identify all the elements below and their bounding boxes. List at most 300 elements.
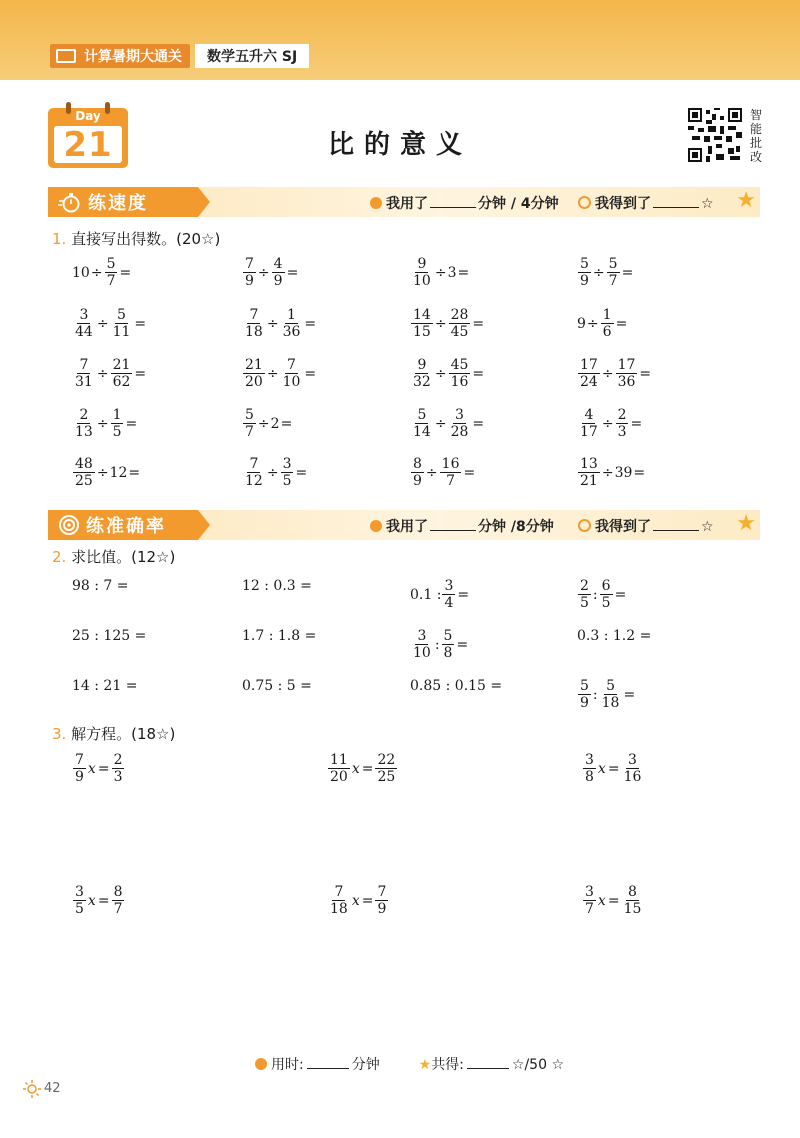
operator: ÷ bbox=[257, 264, 270, 281]
denominator: 9 bbox=[377, 901, 387, 917]
numerator: 22 bbox=[377, 752, 396, 768]
exercise-item[interactable] bbox=[72, 357, 147, 390]
operator: ÷ bbox=[434, 264, 447, 281]
operator: ÷ bbox=[601, 415, 614, 432]
exercise-item[interactable] bbox=[410, 256, 470, 289]
exercise-item[interactable] bbox=[410, 357, 485, 390]
number: 39 bbox=[614, 464, 633, 481]
section-title-accuracy: 练准确率 bbox=[86, 516, 166, 537]
denominator: 5 bbox=[282, 473, 292, 489]
operator: = bbox=[472, 415, 485, 432]
numerator: 48 bbox=[75, 456, 93, 472]
operator: = bbox=[623, 686, 636, 703]
exercise-item[interactable] bbox=[72, 456, 141, 489]
fraction bbox=[622, 884, 644, 917]
variable: x bbox=[597, 760, 606, 777]
numerator: 2 bbox=[580, 578, 589, 594]
numerator: 3 bbox=[455, 407, 464, 423]
exercise-item[interactable] bbox=[410, 578, 470, 611]
number: 3 bbox=[447, 264, 457, 281]
fraction bbox=[600, 578, 613, 611]
operator: = bbox=[97, 760, 110, 777]
exercise-item[interactable] bbox=[410, 456, 476, 489]
number: 0.3 : 1.2 = bbox=[577, 628, 652, 644]
variable: x bbox=[87, 760, 96, 777]
exercise-item[interactable] bbox=[72, 256, 132, 289]
fraction bbox=[272, 256, 285, 289]
fraction bbox=[578, 456, 600, 489]
score-blank[interactable] bbox=[653, 195, 699, 208]
clock-icon bbox=[255, 1058, 267, 1070]
clock-icon bbox=[370, 197, 382, 209]
numerator: 2 bbox=[617, 407, 627, 423]
fraction bbox=[622, 752, 644, 785]
fraction bbox=[243, 256, 256, 289]
variable: x bbox=[597, 892, 606, 909]
check-circle-icon bbox=[578, 519, 591, 532]
denominator: 9 bbox=[273, 273, 283, 289]
fraction bbox=[578, 578, 591, 611]
exercise-item[interactable] bbox=[242, 678, 312, 694]
numerator: 7 bbox=[334, 884, 344, 900]
denominator: 25 bbox=[75, 473, 93, 489]
operator: ÷ bbox=[434, 365, 447, 382]
fraction bbox=[73, 307, 95, 340]
operator: = bbox=[304, 365, 317, 382]
numerator: 7 bbox=[245, 256, 254, 272]
exercise-item[interactable] bbox=[242, 357, 317, 390]
star-icon: ★ bbox=[418, 1057, 432, 1073]
operator: = bbox=[286, 264, 299, 281]
day-number: 21 bbox=[63, 125, 113, 165]
exercise-item[interactable] bbox=[577, 456, 646, 489]
denominator: 7 bbox=[113, 901, 123, 917]
number: 0.75 : 5 = bbox=[242, 678, 312, 694]
denominator: 10 bbox=[413, 645, 431, 661]
denominator: 10 bbox=[413, 273, 431, 289]
qr-code-icon[interactable] bbox=[688, 108, 742, 162]
exercise-item[interactable] bbox=[577, 357, 652, 390]
denominator: 5 bbox=[601, 595, 611, 611]
denominator: 9 bbox=[580, 695, 589, 711]
subject-tab bbox=[195, 44, 309, 68]
denominator: 3 bbox=[113, 769, 123, 785]
fraction bbox=[281, 357, 303, 390]
total-score-blank[interactable] bbox=[467, 1056, 509, 1069]
fraction bbox=[411, 357, 433, 390]
exercise-item[interactable] bbox=[72, 578, 129, 594]
exercise-item[interactable] bbox=[72, 407, 138, 440]
variable: x bbox=[87, 892, 96, 909]
question-3-heading: 3. 解方程。(18☆) bbox=[52, 725, 176, 743]
denominator: 25 bbox=[377, 769, 396, 785]
score-blank[interactable] bbox=[653, 518, 699, 531]
denominator: 9 bbox=[580, 273, 589, 289]
numerator: 7 bbox=[287, 357, 296, 373]
numerator: 3 bbox=[282, 456, 292, 472]
operator: = bbox=[463, 464, 476, 481]
fraction bbox=[440, 456, 462, 489]
fraction bbox=[281, 307, 303, 340]
denominator: 18 bbox=[330, 901, 348, 917]
denominator: 7 bbox=[245, 424, 254, 440]
numerator: 4 bbox=[584, 407, 594, 423]
equation-item[interactable] bbox=[327, 884, 389, 917]
numerator: 3 bbox=[628, 752, 637, 768]
denominator: 20 bbox=[330, 769, 348, 785]
exercise-item[interactable] bbox=[577, 256, 634, 289]
fraction bbox=[616, 407, 629, 440]
score-record-speed: 我得到了 ☆ bbox=[578, 193, 714, 213]
operator: = bbox=[472, 365, 485, 382]
exercise-item[interactable] bbox=[242, 578, 312, 594]
fraction bbox=[411, 407, 433, 440]
exercise-item[interactable] bbox=[242, 407, 293, 440]
numerator: 3 bbox=[585, 752, 594, 768]
fraction bbox=[411, 456, 424, 489]
operator: = bbox=[128, 464, 141, 481]
fraction bbox=[73, 357, 95, 390]
section-title-speed: 练速度 bbox=[88, 193, 148, 214]
operator: = bbox=[639, 365, 652, 382]
operator: : bbox=[434, 636, 440, 653]
denominator: 15 bbox=[413, 324, 431, 340]
exercise-item[interactable] bbox=[410, 407, 485, 440]
denominator: 24 bbox=[580, 374, 598, 390]
fraction bbox=[411, 628, 433, 661]
numerator: 8 bbox=[113, 884, 123, 900]
fraction bbox=[73, 407, 95, 440]
numerator: 1 bbox=[602, 307, 612, 323]
number: 14 : 21 = bbox=[72, 678, 138, 694]
exercise-item[interactable] bbox=[72, 628, 146, 644]
denominator: 8 bbox=[443, 645, 453, 661]
fraction bbox=[105, 256, 118, 289]
fraction bbox=[112, 752, 125, 785]
numerator: 7 bbox=[249, 456, 259, 472]
fraction bbox=[328, 752, 350, 785]
day-badge bbox=[48, 108, 128, 168]
denominator: 7 bbox=[608, 273, 618, 289]
operator: : bbox=[592, 686, 598, 703]
denominator: 3 bbox=[617, 424, 627, 440]
denominator: 31 bbox=[75, 374, 93, 390]
number: 12 : 0.3 = bbox=[242, 578, 312, 594]
exercise-item[interactable] bbox=[577, 678, 636, 711]
operator: ÷ bbox=[96, 415, 109, 432]
fraction bbox=[449, 307, 471, 340]
operator: = bbox=[134, 365, 147, 382]
fraction bbox=[616, 357, 638, 390]
numerator: 5 bbox=[245, 407, 254, 423]
series-title: 计算暑期大通关 bbox=[84, 49, 182, 65]
numerator: 5 bbox=[443, 628, 453, 644]
question-1-heading: 1. 直接写出得数。(20☆) bbox=[52, 230, 221, 248]
sun-icon bbox=[22, 1079, 42, 1099]
denominator: 32 bbox=[413, 374, 431, 390]
variable: x bbox=[351, 892, 360, 909]
operator: = bbox=[97, 892, 110, 909]
numerator: 28 bbox=[450, 307, 469, 323]
operator: = bbox=[607, 760, 620, 777]
operator: ÷ bbox=[96, 315, 109, 332]
numerator: 4 bbox=[273, 256, 283, 272]
fraction bbox=[442, 628, 455, 661]
denominator: 9 bbox=[413, 473, 422, 489]
operator: ÷ bbox=[425, 464, 438, 481]
operator: ÷ bbox=[434, 315, 447, 332]
equation-item[interactable] bbox=[327, 752, 398, 785]
denominator: 18 bbox=[245, 324, 263, 340]
fraction bbox=[73, 752, 86, 785]
fraction bbox=[578, 357, 600, 390]
numerator: 21 bbox=[245, 357, 263, 373]
exercise-item[interactable] bbox=[242, 307, 317, 340]
fraction bbox=[73, 456, 95, 489]
operator: = bbox=[304, 315, 317, 332]
exercise-item[interactable] bbox=[577, 307, 628, 340]
number: 25 : 125 = bbox=[72, 628, 147, 644]
numerator: 3 bbox=[417, 628, 427, 644]
page-title: 比的意义 bbox=[327, 130, 472, 160]
fraction bbox=[578, 678, 591, 711]
operator: ÷ bbox=[586, 315, 599, 332]
denominator: 16 bbox=[450, 374, 469, 390]
section-bar-speed bbox=[48, 187, 760, 217]
denominator: 7 bbox=[106, 273, 116, 289]
qr-caption: 智能批改 bbox=[749, 108, 762, 164]
fraction bbox=[111, 407, 124, 440]
operator: ÷ bbox=[266, 365, 279, 382]
operator: = bbox=[295, 464, 308, 481]
score-record-accuracy: 我得到了 ☆ bbox=[578, 516, 714, 536]
numerator: 6 bbox=[601, 578, 611, 594]
operator: : bbox=[592, 586, 598, 603]
denominator: 9 bbox=[245, 273, 254, 289]
operator: ÷ bbox=[434, 415, 447, 432]
fraction bbox=[243, 307, 265, 340]
numerator: 5 bbox=[608, 256, 618, 272]
numerator: 3 bbox=[79, 307, 89, 323]
number: 0.85 : 0.15 = bbox=[410, 678, 503, 694]
fraction bbox=[375, 884, 388, 917]
numerator: 7 bbox=[79, 357, 89, 373]
numerator: 17 bbox=[617, 357, 636, 373]
operator: = bbox=[134, 315, 147, 332]
denominator: 14 bbox=[413, 424, 431, 440]
fraction bbox=[449, 357, 471, 390]
stopwatch-icon bbox=[58, 191, 82, 213]
operator: ÷ bbox=[90, 264, 103, 281]
fraction bbox=[600, 678, 622, 711]
footer-summary: 用时: 分钟 ★共得: ☆/50 ☆ bbox=[255, 1054, 564, 1074]
number: 9 bbox=[577, 315, 586, 332]
book-icon bbox=[56, 49, 76, 63]
operator: = bbox=[472, 315, 485, 332]
fraction bbox=[411, 256, 433, 289]
numerator: 45 bbox=[450, 357, 469, 373]
denominator: 16 bbox=[623, 769, 642, 785]
fraction bbox=[578, 407, 600, 440]
variable: x bbox=[351, 760, 360, 777]
operator: = bbox=[457, 586, 470, 603]
operator: ÷ bbox=[601, 365, 614, 382]
denominator: 20 bbox=[245, 374, 263, 390]
number: 2 bbox=[270, 415, 280, 432]
fraction bbox=[578, 256, 591, 289]
operator: ÷ bbox=[96, 464, 109, 481]
fraction bbox=[111, 307, 133, 340]
clock-icon bbox=[370, 520, 382, 532]
denominator: 13 bbox=[75, 424, 93, 440]
numerator: 2 bbox=[79, 407, 89, 423]
numerator: 3 bbox=[585, 884, 594, 900]
operator: ÷ bbox=[592, 264, 605, 281]
operator: = bbox=[361, 760, 374, 777]
top-banner bbox=[0, 0, 800, 80]
operator: = bbox=[361, 892, 374, 909]
denominator: 11 bbox=[112, 324, 131, 340]
denominator: 9 bbox=[75, 769, 84, 785]
denominator: 28 bbox=[450, 424, 469, 440]
number: 98 : 7 = bbox=[72, 578, 129, 594]
operator: = bbox=[633, 464, 646, 481]
numerator: 9 bbox=[417, 256, 427, 272]
exercise-item[interactable] bbox=[242, 256, 299, 289]
denominator: 12 bbox=[245, 473, 263, 489]
exercise-item[interactable] bbox=[577, 578, 627, 611]
fraction bbox=[243, 407, 256, 440]
fraction bbox=[281, 456, 294, 489]
operator: = bbox=[125, 415, 138, 432]
number: 1.7 : 1.8 = bbox=[242, 628, 317, 644]
numerator: 7 bbox=[249, 307, 259, 323]
denominator: 5 bbox=[75, 901, 84, 917]
question-2-heading: 2. 求比值。(12☆) bbox=[52, 548, 176, 566]
exercise-item[interactable] bbox=[242, 456, 308, 489]
denominator: 15 bbox=[623, 901, 642, 917]
denominator: 45 bbox=[450, 324, 469, 340]
equation-item[interactable] bbox=[72, 752, 125, 785]
star-icon: ★ bbox=[736, 511, 756, 536]
denominator: 8 bbox=[585, 769, 594, 785]
numerator: 8 bbox=[628, 884, 637, 900]
exercise-item[interactable] bbox=[577, 407, 643, 440]
denominator: 6 bbox=[602, 324, 612, 340]
exercise-item[interactable] bbox=[577, 628, 651, 644]
fraction bbox=[111, 357, 133, 390]
numerator: 3 bbox=[444, 578, 454, 594]
denominator: 5 bbox=[112, 424, 122, 440]
equation-item[interactable] bbox=[582, 884, 644, 917]
exercise-item[interactable] bbox=[410, 628, 469, 661]
fraction bbox=[112, 884, 125, 917]
denominator: 7 bbox=[585, 901, 594, 917]
fraction bbox=[375, 752, 397, 785]
denominator: 18 bbox=[601, 695, 620, 711]
time-record-accuracy: 我用了 分钟 /8分钟 bbox=[370, 516, 554, 536]
numerator: 3 bbox=[75, 884, 84, 900]
number: 10 bbox=[72, 264, 90, 281]
denominator: 5 bbox=[580, 595, 589, 611]
denominator: 21 bbox=[580, 473, 598, 489]
denominator: 36 bbox=[617, 374, 636, 390]
day-label: Day bbox=[75, 109, 101, 123]
operator: = bbox=[614, 586, 627, 603]
denominator: 7 bbox=[446, 473, 456, 489]
operator: = bbox=[119, 264, 132, 281]
operator: ÷ bbox=[96, 365, 109, 382]
numerator: 21 bbox=[112, 357, 131, 373]
denominator: 4 bbox=[444, 595, 454, 611]
numerator: 5 bbox=[106, 256, 116, 272]
time-blank[interactable] bbox=[430, 195, 476, 208]
exercise-item[interactable] bbox=[410, 307, 485, 340]
fraction bbox=[583, 752, 596, 785]
fraction bbox=[449, 407, 471, 440]
fraction bbox=[607, 256, 620, 289]
total-time-blank[interactable] bbox=[307, 1056, 349, 1069]
numerator: 5 bbox=[580, 678, 589, 694]
fraction bbox=[583, 884, 596, 917]
operator: ÷ bbox=[601, 464, 614, 481]
exercise-item[interactable] bbox=[72, 678, 137, 694]
denominator: 44 bbox=[75, 324, 93, 340]
operator: ÷ bbox=[266, 464, 279, 481]
section-tag-accuracy bbox=[48, 510, 198, 540]
numerator: 7 bbox=[75, 752, 84, 768]
time-blank[interactable] bbox=[430, 518, 476, 531]
operator: = bbox=[621, 264, 634, 281]
equation-item[interactable] bbox=[72, 884, 125, 917]
exercise-item[interactable] bbox=[242, 628, 316, 644]
numerator: 1 bbox=[112, 407, 122, 423]
fraction bbox=[328, 884, 350, 917]
time-record-speed: 我用了 分钟 / 4分钟 bbox=[370, 193, 559, 213]
exercise-item[interactable] bbox=[410, 678, 502, 694]
star-icon: ★ bbox=[736, 188, 756, 213]
page-number: 42 bbox=[44, 1081, 61, 1096]
numerator: 1 bbox=[287, 307, 296, 323]
denominator: 17 bbox=[580, 424, 598, 440]
section-bar-accuracy bbox=[48, 510, 760, 540]
denominator: 36 bbox=[282, 324, 301, 340]
numerator: 13 bbox=[580, 456, 598, 472]
operator: = bbox=[630, 415, 643, 432]
fraction bbox=[411, 307, 433, 340]
operator: ÷ bbox=[257, 415, 270, 432]
numerator: 11 bbox=[330, 752, 348, 768]
numerator: 2 bbox=[113, 752, 123, 768]
numerator: 9 bbox=[417, 357, 427, 373]
operator: = bbox=[456, 636, 469, 653]
section-tag-speed bbox=[48, 187, 198, 217]
numerator: 16 bbox=[441, 456, 460, 472]
fraction bbox=[601, 307, 614, 340]
denominator: 62 bbox=[112, 374, 131, 390]
equation-item[interactable] bbox=[582, 752, 644, 785]
fraction bbox=[243, 456, 265, 489]
numerator: 8 bbox=[413, 456, 422, 472]
operator: = bbox=[607, 892, 620, 909]
denominator: 10 bbox=[282, 374, 301, 390]
exercise-item[interactable] bbox=[72, 307, 147, 340]
fraction bbox=[243, 357, 265, 390]
numerator: 14 bbox=[413, 307, 431, 323]
numerator: 5 bbox=[580, 256, 589, 272]
series-tab bbox=[50, 44, 190, 68]
operator: = bbox=[615, 315, 628, 332]
